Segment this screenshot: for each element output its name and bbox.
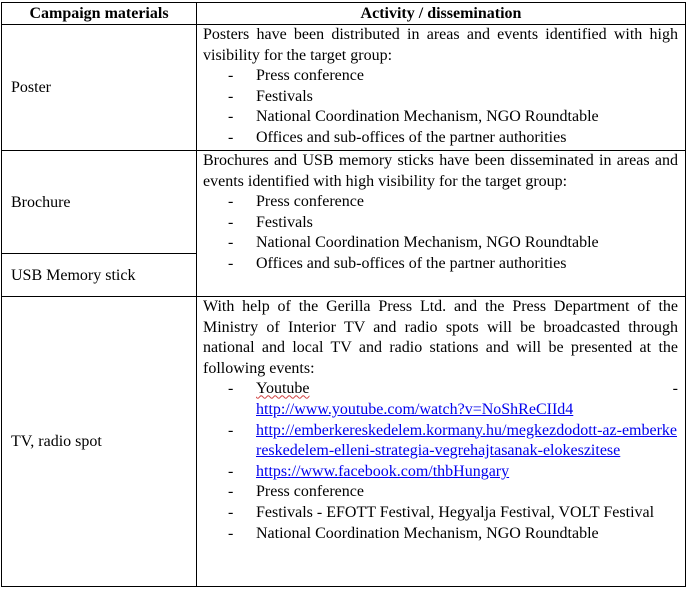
activity-brochure [197, 151, 686, 297]
material-tv: TV, radio spot [2, 297, 197, 587]
material-brochure: Brochure [2, 151, 197, 254]
list-item: - Festivals [203, 213, 678, 234]
dash-bullet: - [228, 254, 234, 272]
dash-bullet: - [228, 108, 234, 126]
list-item [203, 482, 678, 503]
dash-bullet: - [228, 213, 234, 231]
brochure-intro: Brochures and USB memory sticks have been disseminated in areas and events identified with high visibility for the target group: [203, 152, 678, 190]
dash-bullet: - [228, 483, 234, 501]
table-row-poster [2, 25, 686, 151]
youtube-link[interactable]: http://www.youtube.com/watch?v=NoShReCIId4 [256, 400, 574, 418]
activity-poster [197, 25, 686, 151]
table-row-brochure [2, 151, 686, 254]
festivals-text: Festivals - EFOTT Festival, Hegyalja Festival, VOLT Festival [256, 503, 655, 521]
list-item: - Press conference [203, 192, 678, 213]
list-item: - Festivals [203, 87, 678, 108]
tv-list [203, 379, 678, 544]
dash-bullet: - [228, 193, 234, 211]
facebook-link[interactable]: https://www.facebook.com/thbHungary [256, 462, 510, 480]
table-row-tv [2, 297, 686, 587]
dash-bullet: - [228, 524, 234, 542]
brochure-list [203, 192, 678, 274]
list-item [203, 503, 678, 524]
kormany-link[interactable]: http://emberkereskedelem.kormany.hu/megkezdodott-az-emberkereskedelem-elleni-strategia-vegrehajtasanak-elokeszitese [256, 421, 678, 460]
dash-bullet: - [228, 462, 234, 480]
youtube-dash: - [672, 380, 678, 398]
list-item [203, 462, 678, 483]
activity-tv [197, 297, 686, 587]
press-conference: Press conference [256, 483, 364, 501]
youtube-label: Youtube [256, 380, 310, 398]
campaign-table [1, 2, 686, 587]
dash-bullet: - [228, 421, 234, 439]
list-item [203, 421, 678, 462]
poster-intro: Posters have been distributed in areas and events identified with high visibility for the target group: [203, 26, 678, 64]
list-item: - National Coordination Mechanism, NGO Roundtable [203, 233, 678, 254]
header-row [2, 3, 686, 25]
poster-list [203, 66, 678, 148]
header-materials: Campaign materials [2, 3, 197, 25]
dash-bullet: - [228, 87, 234, 105]
dash-bullet: - [228, 503, 234, 521]
dash-bullet: - [228, 234, 234, 252]
list-item: - Press conference [203, 66, 678, 87]
list-item: - Offices and sub-offices of the partner authorities [203, 254, 678, 275]
dash-bullet: - [228, 128, 234, 146]
material-poster: Poster [2, 25, 197, 151]
list-item [203, 379, 678, 420]
list-item: - National Coordination Mechanism, NGO Roundtable [203, 107, 678, 128]
material-usb: USB Memory stick [2, 254, 197, 297]
tv-intro: With help of the Gerilla Press Ltd. and the Press Department of the Ministry of Interior TV and radio spots will be broadcasted through national and local TV and radio stations and will be presented at the following events: [203, 298, 678, 377]
header-activity: Activity / dissemination [197, 3, 686, 25]
dash-bullet: - [228, 67, 234, 85]
dash-bullet: - [228, 380, 234, 398]
list-item [203, 524, 678, 545]
ncm-text: National Coordination Mechanism, NGO Roundtable [256, 524, 599, 542]
list-item: - Offices and sub-offices of the partner authorities [203, 128, 678, 149]
